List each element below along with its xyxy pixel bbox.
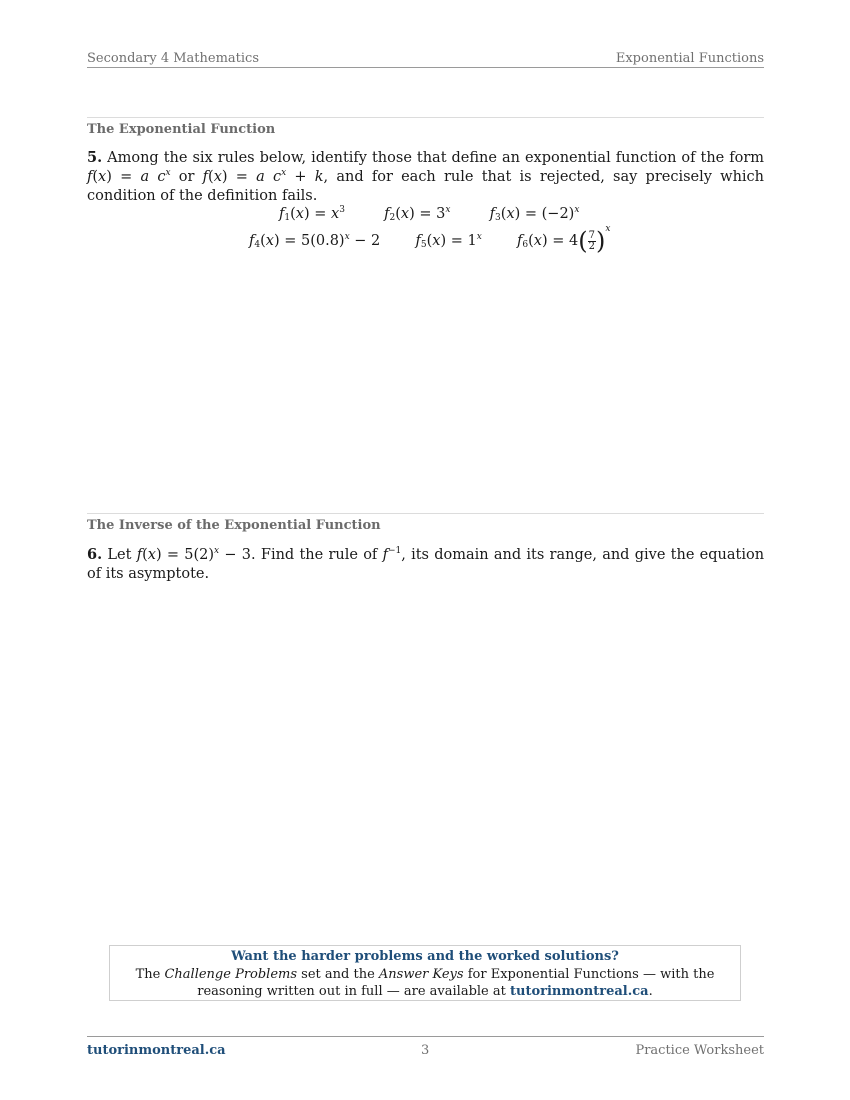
page-number: 3 <box>421 1043 430 1058</box>
rule-f3: $f_3(x) = (-2)^x$ <box>489 205 580 223</box>
problem-text: , its domain and its range, and give the equation of its asymptote. <box>87 547 765 582</box>
callout-link[interactable]: tutorinmontreal.ca <box>510 984 649 999</box>
problem-text: Let <box>107 547 132 563</box>
footer-rule <box>87 1036 764 1037</box>
rule-f1: $f_1(x) = x^3$ <box>279 205 345 223</box>
problem-number: 6. <box>87 546 103 563</box>
header-right: Exponential Functions <box>615 51 764 66</box>
problem-5: 5. Among the six rules below, identify those that define an exponential function of the form f(x) = a $c^x$ or f(x) = a $c^x + k$, and for each rule that is rejected, say precisely which condition of the definition fails. <box>87 149 765 204</box>
footer-website-link[interactable]: tutorinmontreal.ca <box>87 1043 226 1058</box>
section-divider <box>87 513 764 514</box>
callout-title: Want the harder problems and the worked solutions? <box>231 949 619 964</box>
footer-right: Practice Worksheet <box>635 1043 764 1058</box>
math-form: f <box>202 169 209 185</box>
rule-f6: $f_6(x) = 4$( $\frac{7}{2}$ )$^x$ <box>517 224 611 255</box>
math-function: $f(x) = 5(2)^x - 3$ <box>136 546 252 563</box>
section-divider <box>87 117 764 118</box>
rules-row-2 <box>249 224 611 255</box>
callout-box <box>109 945 741 1001</box>
problem-text: or <box>178 169 195 185</box>
header-rule <box>87 67 764 68</box>
problem-6 <box>87 545 764 584</box>
problem-text: , and for each rule that is rejected, say precisely which condition of the definition fails. <box>87 169 765 204</box>
rule-f4: $f_4(x) = 5(0.8)^x - 2$ <box>249 232 381 250</box>
rule-f5: $f_5(x) = 1^x$ <box>415 232 482 250</box>
section-title: The Exponential Function <box>87 122 276 137</box>
callout-text: The Challenge Problems set and the Answer Keys for Exponential Functions — with the reasoning written out in full — are available at tutorinmontreal.ca. <box>135 967 715 999</box>
rules-row-1 <box>279 206 579 222</box>
rule-f2: $f_2(x) = 3^x$ <box>384 205 451 223</box>
problem-text: . Find the rule of <box>251 547 378 563</box>
header-left: Secondary 4 Mathematics <box>87 51 260 66</box>
math-form: f <box>87 169 93 185</box>
problem-text: Among the six rules below, identify those that define an exponential function of the form <box>107 150 765 166</box>
math-inverse: $f^{-1}$ <box>382 546 402 563</box>
section-title: The Inverse of the Exponential Function <box>87 518 381 533</box>
problem-number: 5. <box>87 149 103 166</box>
